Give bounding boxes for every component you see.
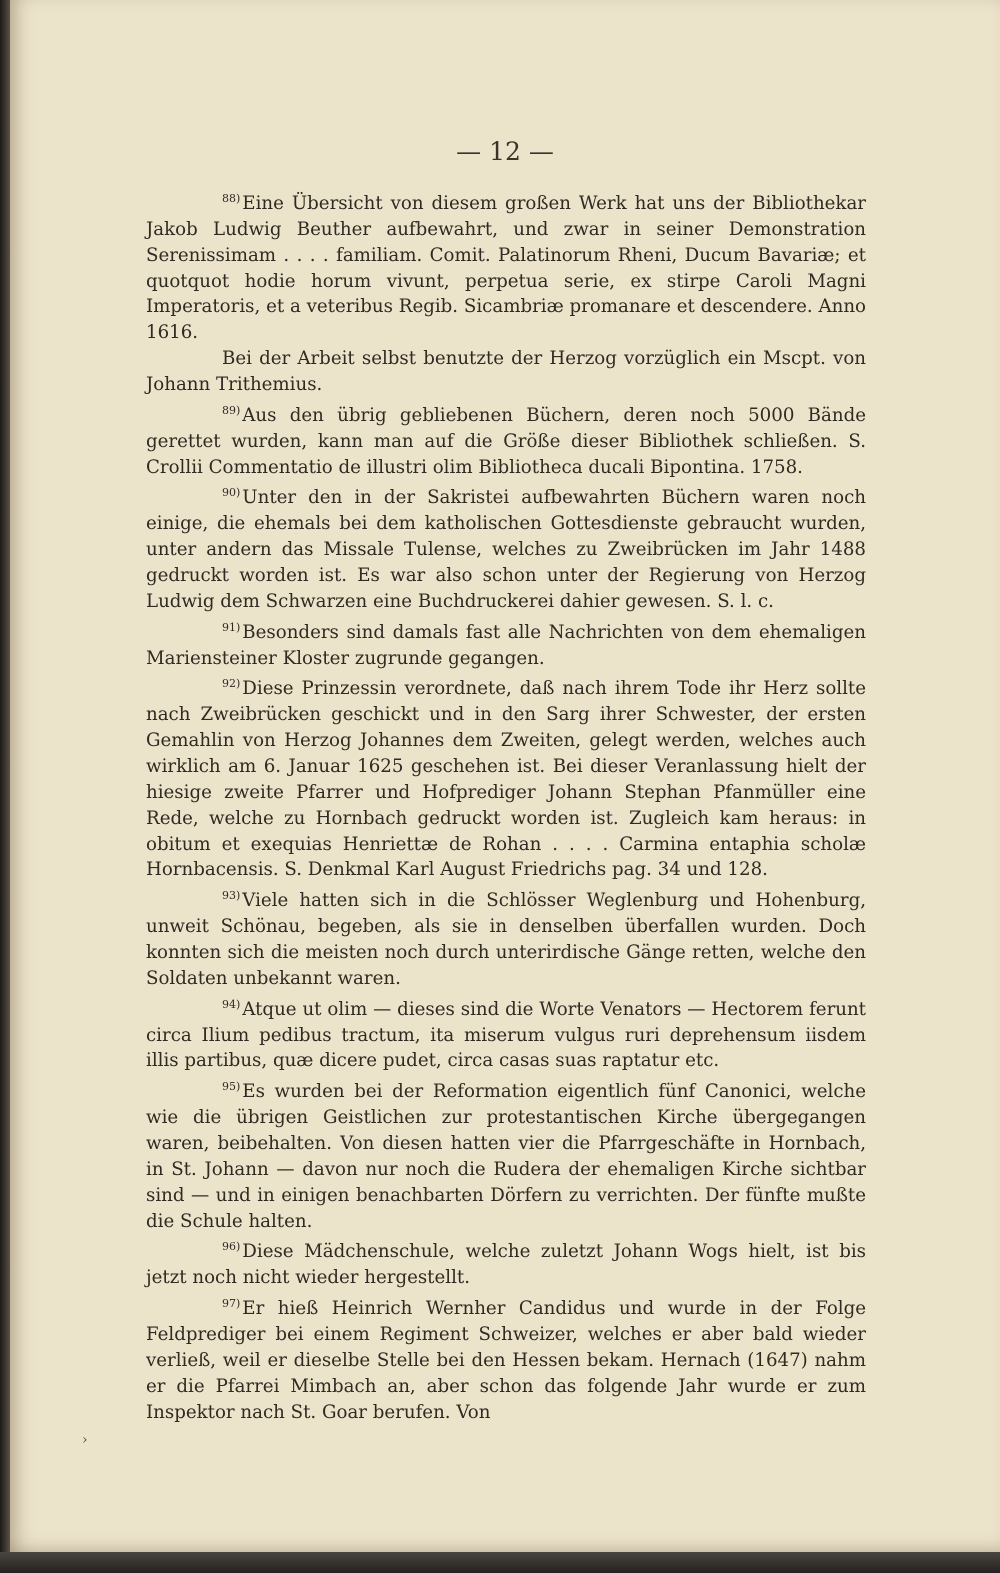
footnote-number: 95) (222, 1080, 241, 1094)
footnote-number: 93) (222, 889, 241, 903)
footnote-text: Aus den übrig gebliebenen Büchern, deren noch 5000 Bände gerettet wurden, kann man auf die Größe dieser Bibliothek schließen. S. Crollii Commentatio de illustri olim Bibliotheca ducali Bipontina. 1758. (146, 404, 866, 478)
footnote-93 (146, 883, 866, 991)
footnote-number: 96) (222, 1240, 241, 1254)
footnote-97 (146, 1291, 866, 1425)
footnote-text: Atque ut olim — dieses sind die Worte Venators — Hectorem ferunt circa Ilium pedibus tractum, ita miserum vulgus ruri deprehensum iisdem illis partibus, quæ dicere pudet, circa casas suas raptatur etc. (146, 998, 866, 1072)
book-binding (0, 0, 10, 1573)
footnote-90 (146, 480, 866, 614)
footnote-number: 97) (222, 1297, 241, 1311)
footnote-88 (146, 186, 866, 346)
footnote-text: Diese Mädchenschule, welche zuletzt Johann Wogs hielt, ist bis jetzt noch nicht wieder hergestellt. (146, 1241, 866, 1289)
footnote-text: Besonders sind damals fast alle Nachrichten von dem ehemaligen Mariensteiner Kloster zugrunde gegangen. (146, 621, 866, 669)
page-bottom-edge (0, 1552, 1000, 1573)
footnote-number: 89) (222, 403, 241, 417)
page-number: — 12 — (456, 137, 554, 166)
footnote-89 (146, 398, 866, 481)
footnote-text: Viele hatten sich in die Schlösser Weglenburg und Hohenburg, unweit Schönau, begeben, als sie in denselben überfallen wurden. Doch konnten sich die meisten noch durch unterirdische Gänge retten, welche den Soldaten unbekannt waren. (146, 890, 866, 989)
footnote-text: Er hieß Heinrich Wernher Candidus und wurde in der Folge Feldprediger bei einem Regiment Schweizer, welches er aber bald wieder verließ, weil er dieselbe Stelle bei den Hessen bekam. Hernach (1647) nahm er die Pfarrei Mimbach an, aber schon das folgende Jahr wurde er zum Inspektor nach St. Goar berufen. Von (146, 1298, 866, 1423)
footnote-text: Es wurden bei der Reformation eigentlich fünf Canonici, welche wie die übrigen Geistlichen zur protestantischen Kirche übergegangen waren, beibehalten. Von diesen hatten vier die Pfarrgeschäfte in Hornbach, in St. Johann — davon nur noch die Rudera der ehemaligen Kirche sichtbar sind — und in einigen benachbarten Dörfern zu verrichten. Der fünfte mußte die Schule halten. (146, 1081, 866, 1232)
footnote-text: Bei der Arbeit selbst benutzte der Herzog vorzüglich ein Mscpt. von Johann Trithemius. (146, 348, 866, 395)
footnote-text: Diese Prinzessin verordnete, daß nach ihrem Tode ihr Herz sollte nach Zweibrücken geschickt und in den Sarg ihrer Schwester, der ersten Gemahlin von Herzog Johannes dem Zweiten, gelegt werden, welches auch wirklich am 6. Januar 1625 geschehen ist. Bei dieser Veranlassung hielt der hiesige zweite Pfarrer und Hofprediger Johann Stephan Pfanmüller eine Rede, welche zu Hornbach gedruckt worden ist. Zugleich kam heraus: in obitum et exequias Henriettæ de Rohan . . . . Carmina entaphia scholæ Hornbacensis. S. Denkmal Karl August Friedrichs pag. 34 und 128. (146, 678, 866, 881)
footnote-96 (146, 1234, 866, 1291)
book-page (10, 0, 1000, 1552)
footnote-number: 91) (222, 620, 241, 634)
footnote-88-continuation (146, 346, 866, 398)
footnote-number: 94) (222, 997, 241, 1011)
footnote-number: 90) (222, 486, 241, 500)
footnote-95 (146, 1074, 866, 1234)
footnote-text: Unter den in der Sakristei aufbewahrten Büchern waren noch einige, die ehemals bei dem katholischen Gottesdienste gebraucht wurden, unter andern das Missale Tulense, welches zu Zweibrücken im Jahr 1488 gedruckt worden ist. Es war also schon unter der Regierung von Herzog Ludwig dem Schwarzen eine Buchdruckerei dahier gewesen. S. l. c. (146, 487, 866, 612)
footnote-number: 92) (222, 677, 241, 691)
footnote-text: Eine Übersicht von diesem großen Werk hat uns der Bibliothekar Jakob Ludwig Beuther aufbewahrt, und zwar in seiner Demonstration Serenissimam . . . . familiam. Comit. Palatinorum Rheni, Ducum Bavariæ; et quotquot hodie horum vivunt, perpetua serie, ex stirpe Caroli Magni Imperatoris, et a veteribus Regib. Sicambriæ promanare et descendere. Anno 1616. (146, 193, 866, 344)
footnote-94 (146, 992, 866, 1075)
footnote-92 (146, 671, 866, 883)
margin-mark: › (82, 1432, 88, 1448)
footnote-91 (146, 615, 866, 672)
footnote-number: 88) (222, 192, 241, 205)
footnotes-column (146, 186, 866, 1425)
